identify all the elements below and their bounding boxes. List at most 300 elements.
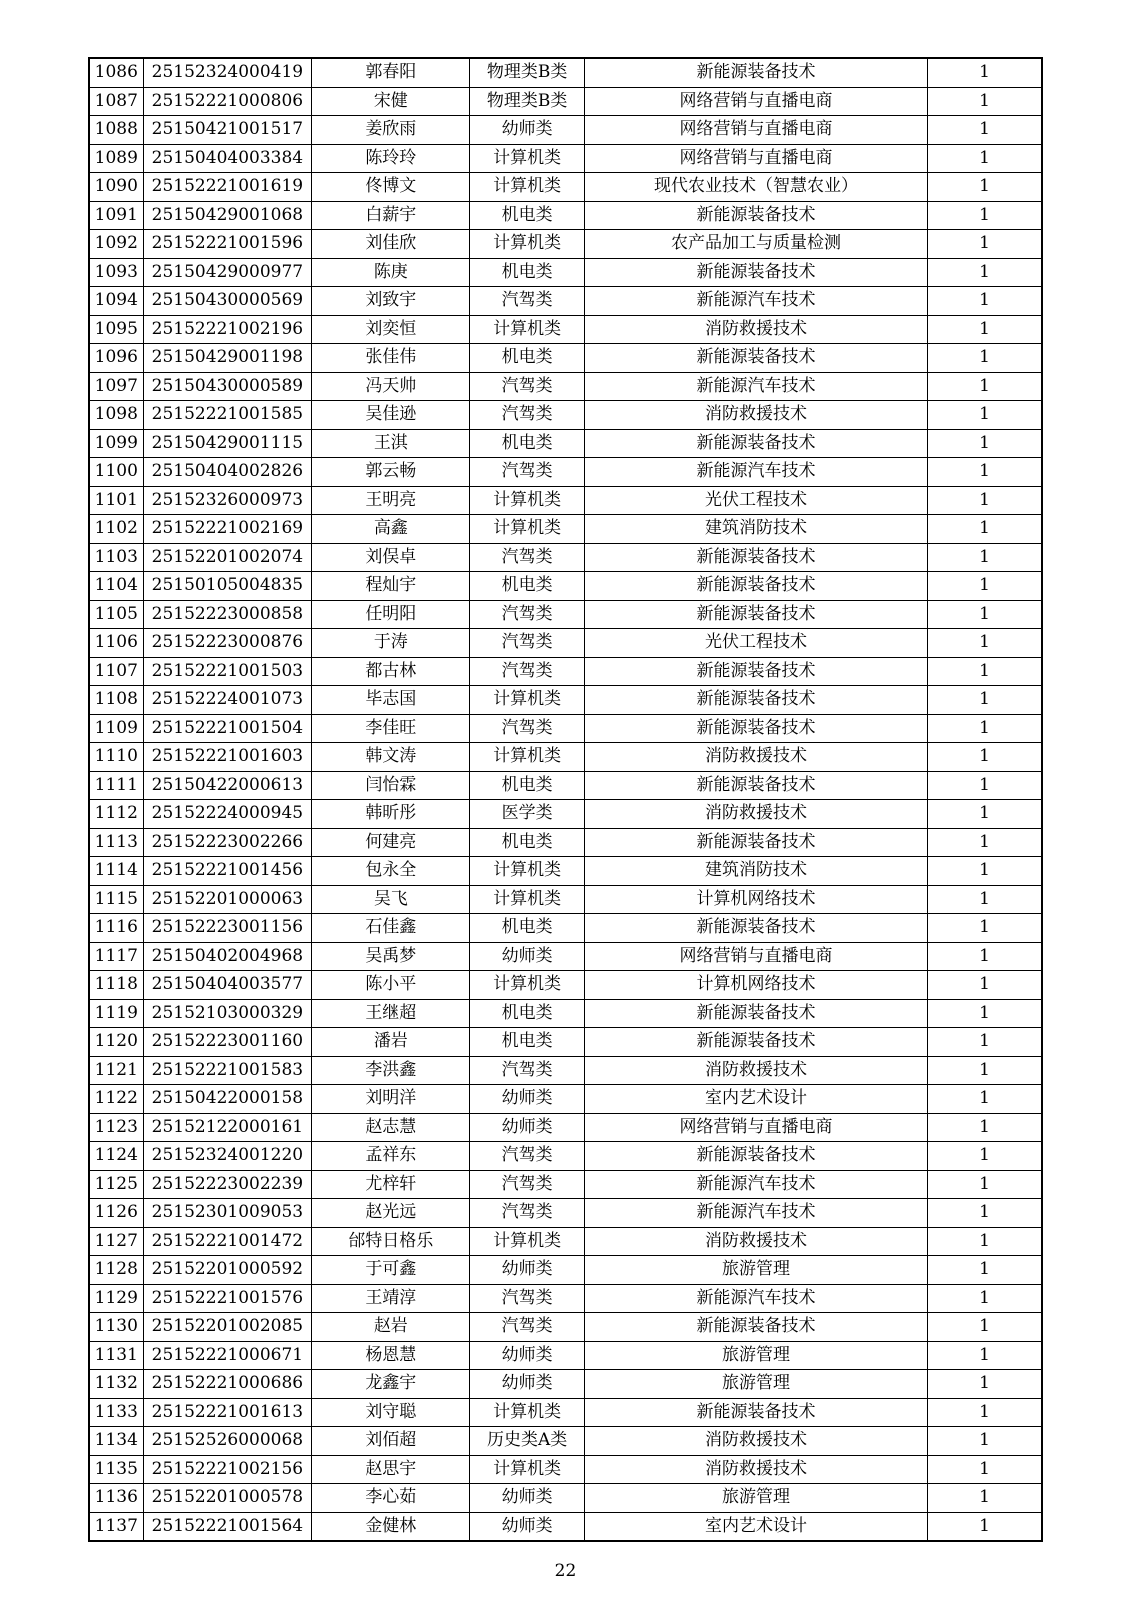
name-cell: 闫怡霖 [312, 771, 470, 800]
row-number-cell: 1113 [89, 828, 143, 857]
count-cell: 1 [928, 58, 1042, 87]
count-cell: 1 [928, 1170, 1042, 1199]
row-number-cell: 1115 [89, 885, 143, 914]
row-number-cell: 1128 [89, 1256, 143, 1285]
category-cell: 机电类 [470, 258, 584, 287]
table-row [89, 315, 1042, 344]
table-row [89, 1484, 1042, 1513]
major-cell: 新能源装备技术 [584, 686, 927, 715]
table-row [89, 942, 1042, 971]
candidate-id-cell: 25152223001156 [143, 914, 312, 943]
category-cell: 计算机类 [470, 971, 584, 1000]
name-cell: 姜欣雨 [312, 116, 470, 145]
candidate-id-cell: 25152221001583 [143, 1056, 312, 1085]
count-cell: 1 [928, 1455, 1042, 1484]
candidate-id-cell: 25152221000686 [143, 1370, 312, 1399]
table-row [89, 372, 1042, 401]
table-row [89, 1028, 1042, 1057]
candidate-id-cell: 25150429001115 [143, 429, 312, 458]
row-number-cell: 1124 [89, 1142, 143, 1171]
name-cell: 张佳伟 [312, 344, 470, 373]
row-number-cell: 1134 [89, 1427, 143, 1456]
major-cell: 新能源汽车技术 [584, 287, 927, 316]
name-cell: 于可鑫 [312, 1256, 470, 1285]
category-cell: 汽驾类 [470, 600, 584, 629]
table-row [89, 1056, 1042, 1085]
candidate-id-cell: 25150404003577 [143, 971, 312, 1000]
count-cell: 1 [928, 372, 1042, 401]
major-cell: 新能源装备技术 [584, 543, 927, 572]
name-cell: 杨恩慧 [312, 1341, 470, 1370]
major-cell: 消防救援技术 [584, 315, 927, 344]
count-cell: 1 [928, 942, 1042, 971]
name-cell: 何建亮 [312, 828, 470, 857]
name-cell: 于涛 [312, 629, 470, 658]
major-cell: 新能源装备技术 [584, 771, 927, 800]
table-row [89, 87, 1042, 116]
candidate-id-cell: 25150404002826 [143, 458, 312, 487]
table-row [89, 1455, 1042, 1484]
candidate-id-cell: 25152221001596 [143, 230, 312, 259]
table-row [89, 173, 1042, 202]
table-row [89, 458, 1042, 487]
table-row [89, 1341, 1042, 1370]
count-cell: 1 [928, 1284, 1042, 1313]
name-cell: 吴禹梦 [312, 942, 470, 971]
name-cell: 龙鑫宇 [312, 1370, 470, 1399]
candidate-id-cell: 25152221001585 [143, 401, 312, 430]
candidate-id-cell: 25152223002266 [143, 828, 312, 857]
name-cell: 都古林 [312, 657, 470, 686]
name-cell: 郭云畅 [312, 458, 470, 487]
major-cell: 光伏工程技术 [584, 629, 927, 658]
row-number-cell: 1089 [89, 144, 143, 173]
count-cell: 1 [928, 230, 1042, 259]
name-cell: 毕志国 [312, 686, 470, 715]
major-cell: 新能源汽车技术 [584, 1199, 927, 1228]
row-number-cell: 1135 [89, 1455, 143, 1484]
major-cell: 新能源装备技术 [584, 1313, 927, 1342]
candidate-id-cell: 25152201002074 [143, 543, 312, 572]
candidate-id-cell: 25152221000671 [143, 1341, 312, 1370]
count-cell: 1 [928, 1427, 1042, 1456]
table-row [89, 1113, 1042, 1142]
row-number-cell: 1118 [89, 971, 143, 1000]
table-row [89, 1085, 1042, 1114]
table-row [89, 515, 1042, 544]
table-row [89, 230, 1042, 259]
count-cell: 1 [928, 885, 1042, 914]
row-number-cell: 1096 [89, 344, 143, 373]
candidate-id-cell: 25152224000945 [143, 800, 312, 829]
category-cell: 计算机类 [470, 486, 584, 515]
row-number-cell: 1108 [89, 686, 143, 715]
candidate-id-cell: 25152103000329 [143, 999, 312, 1028]
name-cell: 冯天帅 [312, 372, 470, 401]
category-cell: 机电类 [470, 572, 584, 601]
name-cell: 陈庚 [312, 258, 470, 287]
row-number-cell: 1120 [89, 1028, 143, 1057]
row-number-cell: 1086 [89, 58, 143, 87]
count-cell: 1 [928, 857, 1042, 886]
category-cell: 计算机类 [470, 144, 584, 173]
candidate-id-cell: 25152223000876 [143, 629, 312, 658]
table-row [89, 1427, 1042, 1456]
category-cell: 物理类B类 [470, 58, 584, 87]
candidate-id-cell: 25152122000161 [143, 1113, 312, 1142]
table-row [89, 401, 1042, 430]
major-cell: 消防救援技术 [584, 1455, 927, 1484]
candidate-id-cell: 25152324000419 [143, 58, 312, 87]
count-cell: 1 [928, 999, 1042, 1028]
candidate-id-cell: 25152221001564 [143, 1512, 312, 1541]
row-number-cell: 1125 [89, 1170, 143, 1199]
name-cell: 吴佳逊 [312, 401, 470, 430]
table-row [89, 1170, 1042, 1199]
row-number-cell: 1103 [89, 543, 143, 572]
name-cell: 王明亮 [312, 486, 470, 515]
name-cell: 陈小平 [312, 971, 470, 1000]
category-cell: 计算机类 [470, 885, 584, 914]
row-number-cell: 1130 [89, 1313, 143, 1342]
roster-table-body [89, 58, 1042, 1541]
row-number-cell: 1126 [89, 1199, 143, 1228]
category-cell: 计算机类 [470, 315, 584, 344]
name-cell: 赵思宇 [312, 1455, 470, 1484]
category-cell: 汽驾类 [470, 629, 584, 658]
name-cell: 赵岩 [312, 1313, 470, 1342]
count-cell: 1 [928, 344, 1042, 373]
major-cell: 网络营销与直播电商 [584, 942, 927, 971]
name-cell: 韩文涛 [312, 743, 470, 772]
count-cell: 1 [928, 1398, 1042, 1427]
admission-roster-table [88, 57, 1043, 1542]
row-number-cell: 1097 [89, 372, 143, 401]
category-cell: 幼师类 [470, 1341, 584, 1370]
name-cell: 尤梓轩 [312, 1170, 470, 1199]
category-cell: 医学类 [470, 800, 584, 829]
row-number-cell: 1132 [89, 1370, 143, 1399]
table-row [89, 686, 1042, 715]
candidate-id-cell: 25152221002169 [143, 515, 312, 544]
major-cell: 新能源装备技术 [584, 58, 927, 87]
candidate-id-cell: 25152223002239 [143, 1170, 312, 1199]
table-row [89, 1256, 1042, 1285]
category-cell: 物理类B类 [470, 87, 584, 116]
major-cell: 新能源装备技术 [584, 657, 927, 686]
category-cell: 幼师类 [470, 1370, 584, 1399]
major-cell: 新能源装备技术 [584, 344, 927, 373]
row-number-cell: 1101 [89, 486, 143, 515]
major-cell: 新能源汽车技术 [584, 1284, 927, 1313]
major-cell: 新能源装备技术 [584, 201, 927, 230]
major-cell: 消防救援技术 [584, 1427, 927, 1456]
count-cell: 1 [928, 629, 1042, 658]
candidate-id-cell: 25152221001503 [143, 657, 312, 686]
name-cell: 高鑫 [312, 515, 470, 544]
table-row [89, 600, 1042, 629]
category-cell: 幼师类 [470, 116, 584, 145]
candidate-id-cell: 25152201000578 [143, 1484, 312, 1513]
name-cell: 刘佳欣 [312, 230, 470, 259]
count-cell: 1 [928, 971, 1042, 1000]
major-cell: 消防救援技术 [584, 401, 927, 430]
category-cell: 汽驾类 [470, 714, 584, 743]
table-row [89, 543, 1042, 572]
major-cell: 新能源装备技术 [584, 714, 927, 743]
row-number-cell: 1100 [89, 458, 143, 487]
candidate-id-cell: 25150429001198 [143, 344, 312, 373]
major-cell: 网络营销与直播电商 [584, 1113, 927, 1142]
count-cell: 1 [928, 1142, 1042, 1171]
category-cell: 幼师类 [470, 1256, 584, 1285]
count-cell: 1 [928, 315, 1042, 344]
candidate-id-cell: 25152221001576 [143, 1284, 312, 1313]
category-cell: 汽驾类 [470, 1056, 584, 1085]
table-row [89, 1512, 1042, 1541]
major-cell: 新能源装备技术 [584, 600, 927, 629]
count-cell: 1 [928, 1056, 1042, 1085]
row-number-cell: 1102 [89, 515, 143, 544]
name-cell: 程灿宇 [312, 572, 470, 601]
major-cell: 新能源装备技术 [584, 258, 927, 287]
table-row [89, 1313, 1042, 1342]
table-row [89, 201, 1042, 230]
row-number-cell: 1093 [89, 258, 143, 287]
table-row [89, 857, 1042, 886]
major-cell: 计算机网络技术 [584, 971, 927, 1000]
count-cell: 1 [928, 572, 1042, 601]
row-number-cell: 1099 [89, 429, 143, 458]
major-cell: 新能源汽车技术 [584, 458, 927, 487]
row-number-cell: 1131 [89, 1341, 143, 1370]
row-number-cell: 1107 [89, 657, 143, 686]
major-cell: 新能源装备技术 [584, 914, 927, 943]
name-cell: 王靖淳 [312, 1284, 470, 1313]
table-row [89, 800, 1042, 829]
category-cell: 汽驾类 [470, 401, 584, 430]
count-cell: 1 [928, 173, 1042, 202]
candidate-id-cell: 25152221001456 [143, 857, 312, 886]
page-number: 22 [554, 1561, 577, 1581]
row-number-cell: 1133 [89, 1398, 143, 1427]
major-cell: 室内艺术设计 [584, 1512, 927, 1541]
name-cell: 吴飞 [312, 885, 470, 914]
count-cell: 1 [928, 258, 1042, 287]
candidate-id-cell: 25150429001068 [143, 201, 312, 230]
major-cell: 旅游管理 [584, 1370, 927, 1399]
major-cell: 新能源汽车技术 [584, 372, 927, 401]
count-cell: 1 [928, 914, 1042, 943]
row-number-cell: 1095 [89, 315, 143, 344]
row-number-cell: 1090 [89, 173, 143, 202]
name-cell: 刘俣卓 [312, 543, 470, 572]
name-cell: 邰特日格乐 [312, 1227, 470, 1256]
category-cell: 幼师类 [470, 1113, 584, 1142]
major-cell: 现代农业技术（智慧农业） [584, 173, 927, 202]
row-number-cell: 1094 [89, 287, 143, 316]
count-cell: 1 [928, 600, 1042, 629]
row-number-cell: 1136 [89, 1484, 143, 1513]
row-number-cell: 1122 [89, 1085, 143, 1114]
candidate-id-cell: 25152221001603 [143, 743, 312, 772]
name-cell: 刘守聪 [312, 1398, 470, 1427]
major-cell: 网络营销与直播电商 [584, 116, 927, 145]
name-cell: 包永全 [312, 857, 470, 886]
category-cell: 机电类 [470, 201, 584, 230]
category-cell: 计算机类 [470, 173, 584, 202]
count-cell: 1 [928, 1370, 1042, 1399]
count-cell: 1 [928, 1028, 1042, 1057]
name-cell: 石佳鑫 [312, 914, 470, 943]
category-cell: 计算机类 [470, 686, 584, 715]
candidate-id-cell: 25150422000158 [143, 1085, 312, 1114]
category-cell: 计算机类 [470, 743, 584, 772]
table-row [89, 116, 1042, 145]
row-number-cell: 1111 [89, 771, 143, 800]
row-number-cell: 1123 [89, 1113, 143, 1142]
name-cell: 赵光远 [312, 1199, 470, 1228]
count-cell: 1 [928, 401, 1042, 430]
count-cell: 1 [928, 1199, 1042, 1228]
candidate-id-cell: 25150105004835 [143, 572, 312, 601]
count-cell: 1 [928, 144, 1042, 173]
category-cell: 计算机类 [470, 515, 584, 544]
table-row [89, 344, 1042, 373]
row-number-cell: 1127 [89, 1227, 143, 1256]
candidate-id-cell: 25152301009053 [143, 1199, 312, 1228]
major-cell: 消防救援技术 [584, 800, 927, 829]
count-cell: 1 [928, 1227, 1042, 1256]
major-cell: 网络营销与直播电商 [584, 144, 927, 173]
major-cell: 消防救援技术 [584, 1056, 927, 1085]
count-cell: 1 [928, 486, 1042, 515]
name-cell: 李心茹 [312, 1484, 470, 1513]
category-cell: 机电类 [470, 771, 584, 800]
name-cell: 李佳旺 [312, 714, 470, 743]
count-cell: 1 [928, 201, 1042, 230]
category-cell: 幼师类 [470, 1484, 584, 1513]
count-cell: 1 [928, 287, 1042, 316]
count-cell: 1 [928, 1512, 1042, 1541]
candidate-id-cell: 25150404003384 [143, 144, 312, 173]
name-cell: 孟祥东 [312, 1142, 470, 1171]
candidate-id-cell: 25152221001613 [143, 1398, 312, 1427]
category-cell: 计算机类 [470, 1398, 584, 1427]
name-cell: 郭春阳 [312, 58, 470, 87]
candidate-id-cell: 25150422000613 [143, 771, 312, 800]
table-row [89, 828, 1042, 857]
major-cell: 新能源装备技术 [584, 1398, 927, 1427]
major-cell: 新能源汽车技术 [584, 1170, 927, 1199]
row-number-cell: 1121 [89, 1056, 143, 1085]
candidate-id-cell: 25150402004968 [143, 942, 312, 971]
category-cell: 机电类 [470, 344, 584, 373]
count-cell: 1 [928, 657, 1042, 686]
category-cell: 汽驾类 [470, 372, 584, 401]
row-number-cell: 1092 [89, 230, 143, 259]
category-cell: 机电类 [470, 999, 584, 1028]
category-cell: 计算机类 [470, 230, 584, 259]
name-cell: 王淇 [312, 429, 470, 458]
name-cell: 赵志慧 [312, 1113, 470, 1142]
candidate-id-cell: 25150429000977 [143, 258, 312, 287]
category-cell: 汽驾类 [470, 1170, 584, 1199]
row-number-cell: 1109 [89, 714, 143, 743]
count-cell: 1 [928, 87, 1042, 116]
table-row [89, 1398, 1042, 1427]
count-cell: 1 [928, 1256, 1042, 1285]
candidate-id-cell: 25150430000589 [143, 372, 312, 401]
name-cell: 刘奕恒 [312, 315, 470, 344]
table-row [89, 629, 1042, 658]
table-row [89, 1227, 1042, 1256]
count-cell: 1 [928, 429, 1042, 458]
count-cell: 1 [928, 828, 1042, 857]
count-cell: 1 [928, 743, 1042, 772]
name-cell: 潘岩 [312, 1028, 470, 1057]
major-cell: 新能源装备技术 [584, 429, 927, 458]
category-cell: 计算机类 [470, 857, 584, 886]
table-row [89, 743, 1042, 772]
candidate-id-cell: 25152221002156 [143, 1455, 312, 1484]
major-cell: 计算机网络技术 [584, 885, 927, 914]
name-cell: 金健林 [312, 1512, 470, 1541]
count-cell: 1 [928, 800, 1042, 829]
count-cell: 1 [928, 543, 1042, 572]
table-row [89, 1199, 1042, 1228]
category-cell: 幼师类 [470, 942, 584, 971]
table-row [89, 258, 1042, 287]
name-cell: 刘佰超 [312, 1427, 470, 1456]
major-cell: 新能源装备技术 [584, 999, 927, 1028]
row-number-cell: 1114 [89, 857, 143, 886]
category-cell: 汽驾类 [470, 1284, 584, 1313]
name-cell: 韩昕彤 [312, 800, 470, 829]
candidate-id-cell: 25152221001472 [143, 1227, 312, 1256]
candidate-id-cell: 25152223000858 [143, 600, 312, 629]
count-cell: 1 [928, 116, 1042, 145]
table-row [89, 429, 1042, 458]
row-number-cell: 1112 [89, 800, 143, 829]
table-row [89, 1284, 1042, 1313]
candidate-id-cell: 25152224001073 [143, 686, 312, 715]
table-row [89, 1142, 1042, 1171]
category-cell: 幼师类 [470, 1512, 584, 1541]
category-cell: 计算机类 [470, 1455, 584, 1484]
candidate-id-cell: 25152221001504 [143, 714, 312, 743]
table-row [89, 287, 1042, 316]
category-cell: 汽驾类 [470, 543, 584, 572]
major-cell: 室内艺术设计 [584, 1085, 927, 1114]
name-cell: 佟博文 [312, 173, 470, 202]
count-cell: 1 [928, 686, 1042, 715]
row-number-cell: 1106 [89, 629, 143, 658]
candidate-id-cell: 25150421001517 [143, 116, 312, 145]
category-cell: 汽驾类 [470, 657, 584, 686]
major-cell: 旅游管理 [584, 1256, 927, 1285]
count-cell: 1 [928, 1113, 1042, 1142]
count-cell: 1 [928, 771, 1042, 800]
table-row [89, 1370, 1042, 1399]
count-cell: 1 [928, 714, 1042, 743]
category-cell: 汽驾类 [470, 1199, 584, 1228]
candidate-id-cell: 25152201002085 [143, 1313, 312, 1342]
category-cell: 机电类 [470, 1028, 584, 1057]
major-cell: 消防救援技术 [584, 1227, 927, 1256]
major-cell: 旅游管理 [584, 1341, 927, 1370]
row-number-cell: 1137 [89, 1512, 143, 1541]
